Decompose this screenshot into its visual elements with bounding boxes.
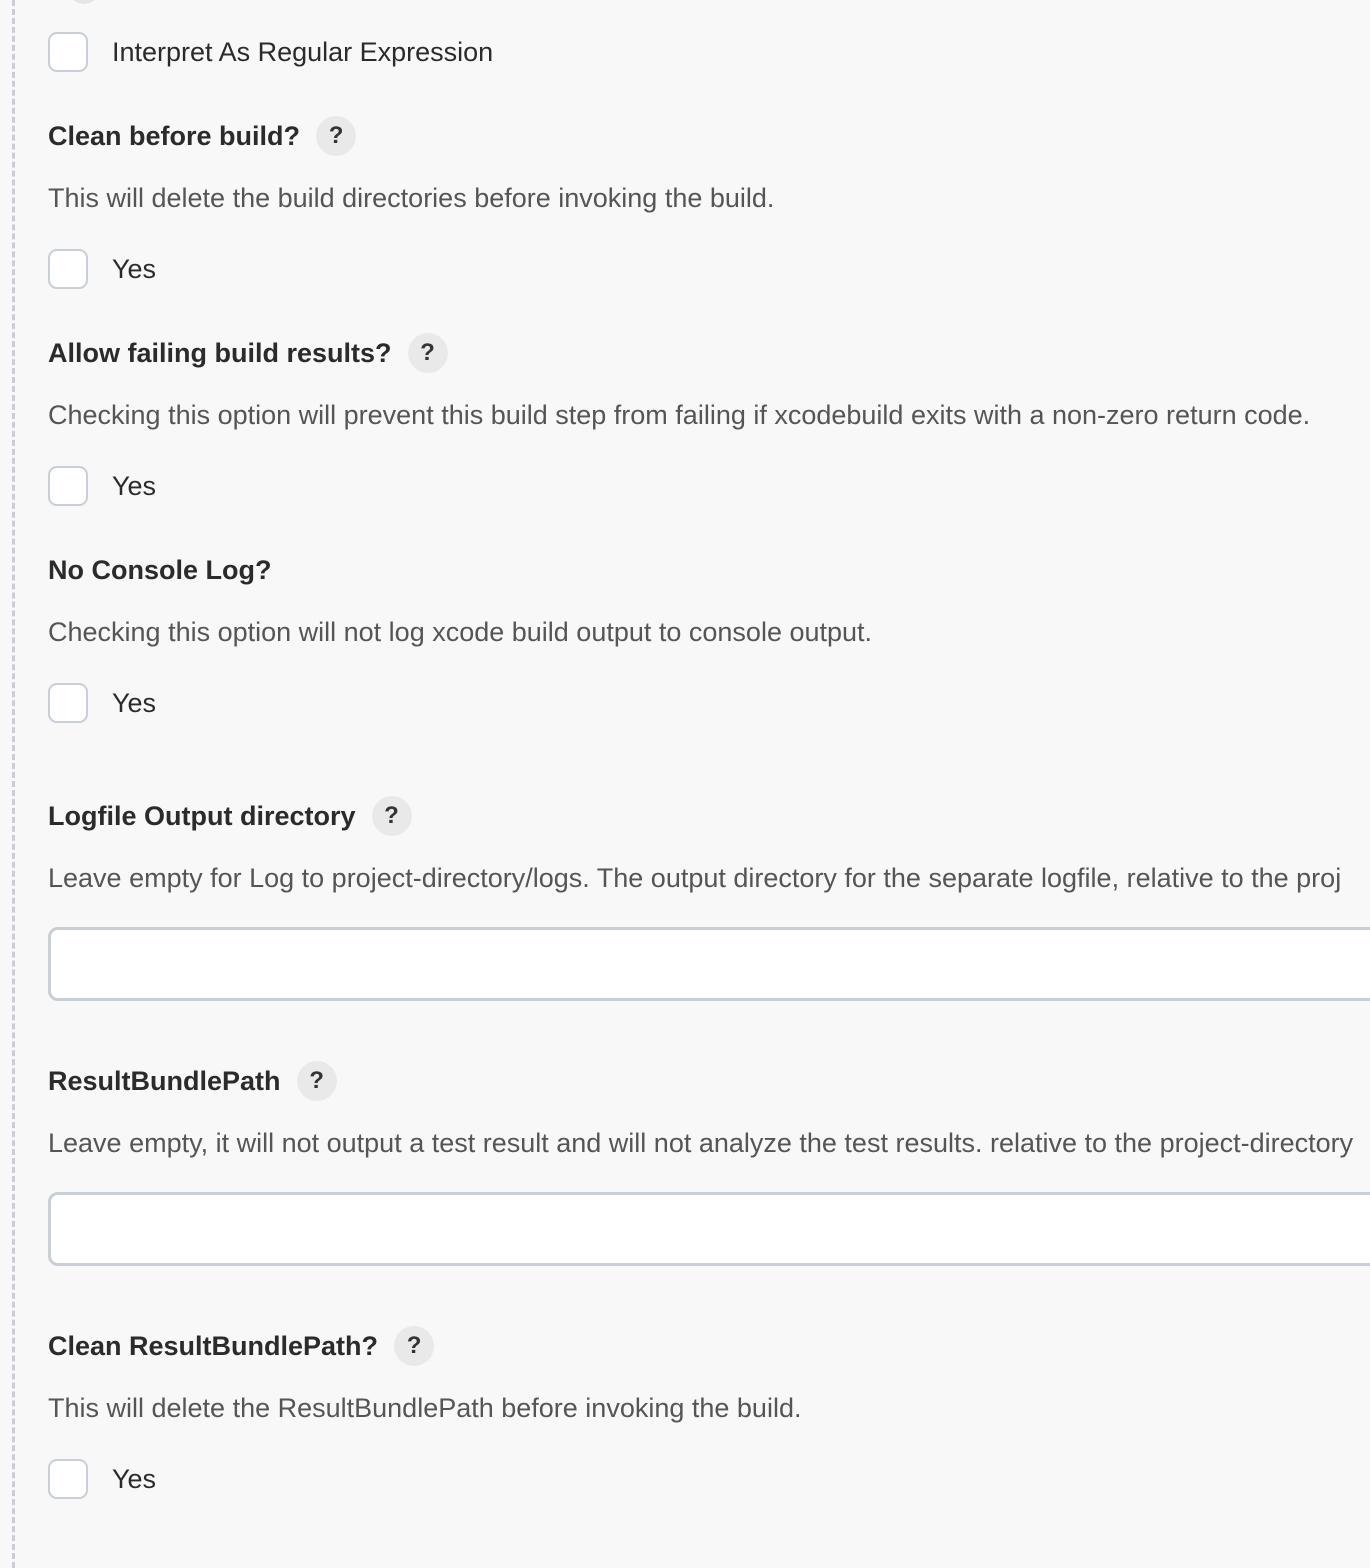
clean-result-bundle-checkbox[interactable]: [48, 1459, 88, 1499]
regex-checkbox-label: Interpret As Regular Expression: [112, 36, 494, 67]
allow-failing-description: Checking this option will prevent this build step from failing if xcodebuild exits with a non-zero return code.: [48, 400, 1311, 430]
clean-result-bundle-title: Clean ResultBundlePath?: [48, 1330, 379, 1361]
no-console-log-title-row: [48, 550, 271, 590]
allow-failing-help-button[interactable]: ?: [408, 333, 448, 373]
clean-before-build-checkbox-label: Yes: [112, 253, 157, 284]
allow-failing-title: Allow failing build results?: [48, 337, 392, 368]
logfile-output-input[interactable]: [48, 927, 1370, 1001]
clean-result-bundle-description: This will delete the ResultBundlePath before invoking the build.: [48, 1393, 802, 1423]
result-bundle-path-title-row: [48, 1061, 337, 1101]
clean-before-build-description: This will delete the build directories before invoking the build.: [48, 183, 775, 213]
clean-result-bundle-help-button[interactable]: ?: [394, 1326, 434, 1366]
clean-result-bundle-checkbox-label: Yes: [112, 1463, 157, 1494]
clean-before-build-title: Clean before build?: [48, 120, 301, 151]
result-bundle-path-title: ResultBundlePath: [48, 1065, 281, 1096]
no-console-log-option-row[interactable]: [48, 681, 156, 725]
clean-before-build-help-button[interactable]: ?: [316, 116, 356, 156]
allow-failing-title-row: [48, 333, 448, 373]
no-console-log-title: No Console Log?: [48, 554, 272, 585]
section-rail: [12, 0, 15, 1568]
result-bundle-path-input[interactable]: [48, 1192, 1370, 1266]
clean-before-build-option-row[interactable]: [48, 247, 156, 291]
clean-before-build-checkbox[interactable]: [48, 249, 88, 289]
regex-checkbox[interactable]: [48, 32, 88, 72]
allow-failing-checkbox-label: Yes: [112, 470, 157, 501]
result-bundle-path-description: Leave empty, it will not output a test result and will not analyze the test results. relative to the project-directory: [48, 1128, 1354, 1158]
logfile-output-description: Leave empty for Log to project-directory/logs. The output directory for the separate logfile, relative to the proj: [48, 863, 1342, 893]
allow-failing-option-row[interactable]: [48, 464, 156, 508]
clean-result-bundle-title-row: [48, 1326, 434, 1366]
logfile-output-title-row: [48, 796, 412, 836]
result-bundle-path-help-button[interactable]: ?: [297, 1061, 337, 1101]
no-console-log-checkbox[interactable]: [48, 683, 88, 723]
clean-result-bundle-option-row[interactable]: [48, 1457, 156, 1501]
logfile-output-help-button[interactable]: ?: [372, 796, 412, 836]
help-button-partial[interactable]: [68, 0, 100, 4]
allow-failing-checkbox[interactable]: [48, 466, 88, 506]
clean-before-build-title-row: [48, 116, 356, 156]
regex-option-row[interactable]: [48, 30, 493, 74]
no-console-log-description: Checking this option will not log xcode build output to console output.: [48, 617, 873, 647]
no-console-log-checkbox-label: Yes: [112, 687, 157, 718]
logfile-output-title: Logfile Output directory: [48, 800, 356, 831]
